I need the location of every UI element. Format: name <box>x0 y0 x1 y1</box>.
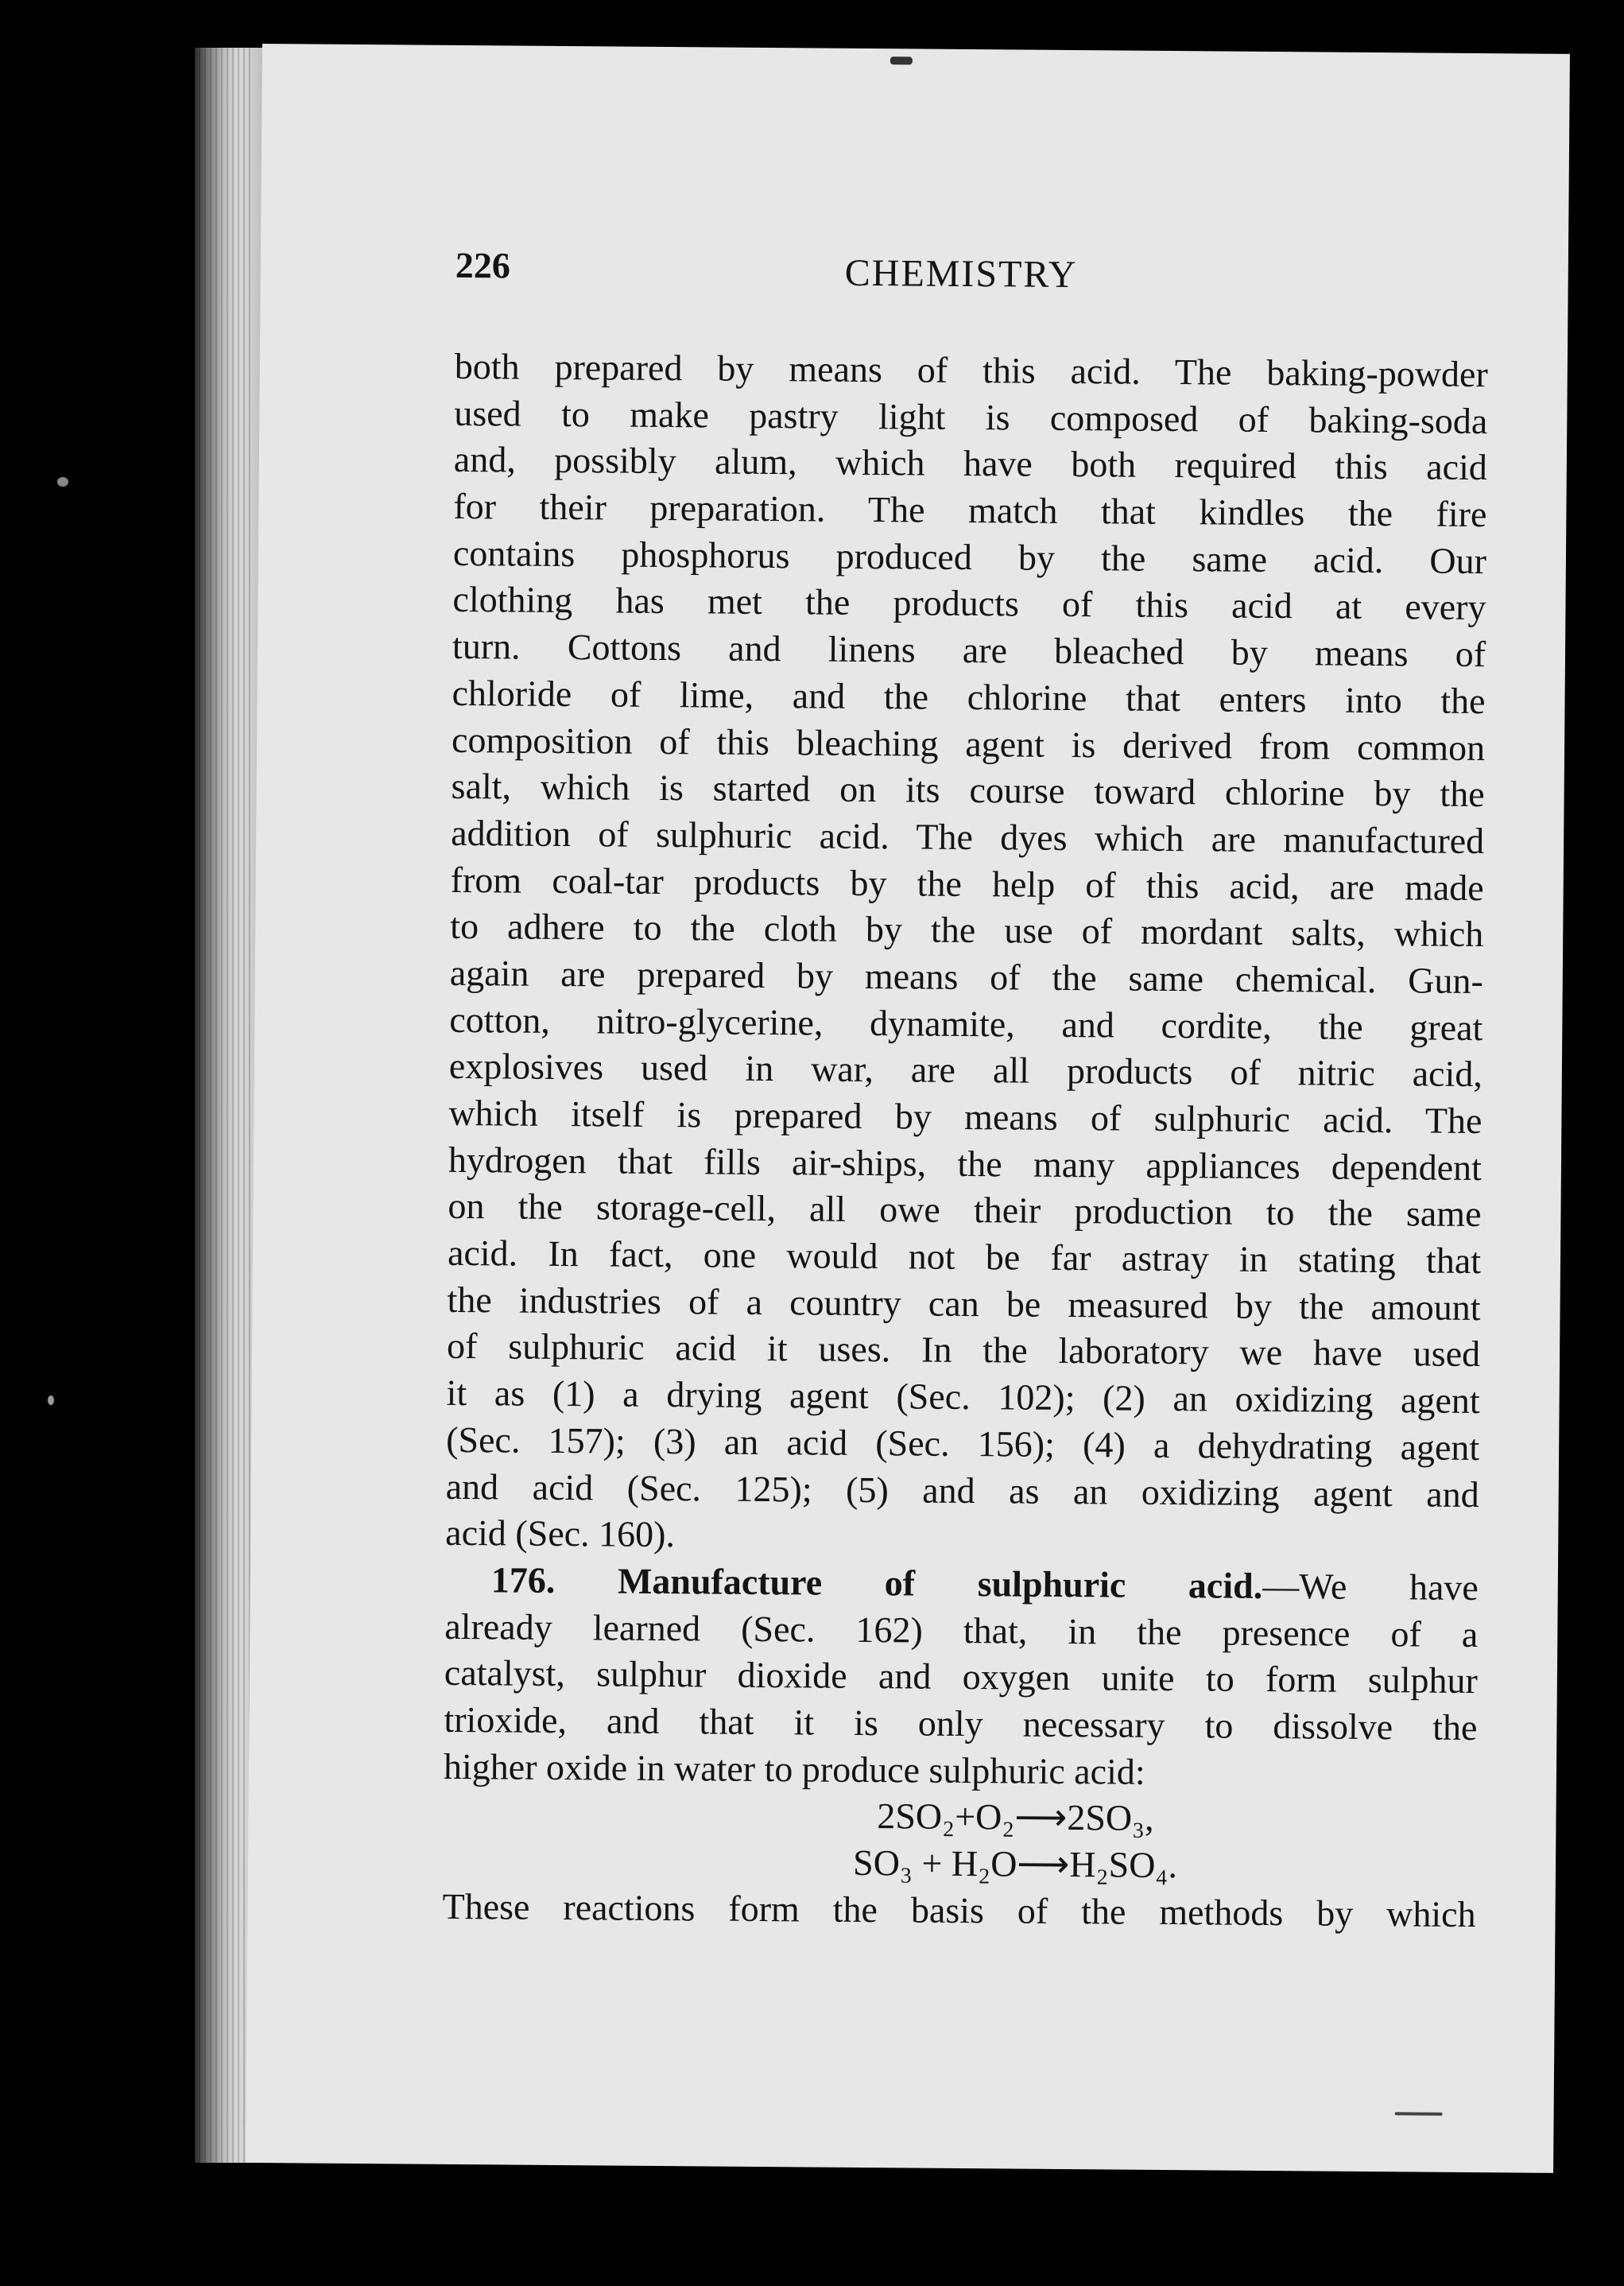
text-line: for their preparation. The match that kindles the fire <box>453 485 1487 535</box>
equation: SO₃ + H₂O⟶H₂SO₄. <box>852 1842 1178 1886</box>
text-line: both prepared by means of this acid. The baking-powder <box>454 345 1488 395</box>
text-line: on the storage-cell, all owe their production to the same <box>448 1186 1482 1235</box>
book-page <box>246 44 1570 2173</box>
text-line: cotton, nitro-glycerine, dynamite, and cordite, the great <box>449 999 1483 1048</box>
text-line: hydrogen that fills air-ships, the many appliances dependent <box>448 1139 1483 1188</box>
text-line: contains phosphorus produced by the same acid. Our <box>452 532 1487 581</box>
text-line: again are prepared by means of the same chemical. Gun- <box>449 952 1483 1002</box>
text-line: higher oxide in water to produce sulphuric acid: <box>443 1745 1145 1792</box>
text-line: of sulphuric acid it uses. In the laboratory we have used <box>446 1325 1481 1375</box>
speck <box>1395 2112 1443 2115</box>
page-body <box>442 343 1488 1939</box>
speck <box>890 56 913 64</box>
text-line: acid. In fact, one would not be far astray in stating that <box>447 1232 1482 1282</box>
text-line: to adhere to the cloth by the use of mordant salts, which <box>450 906 1484 955</box>
section-heading-line <box>445 1557 1479 1612</box>
text-line: from coal-tar products by the help of this acid, are made <box>450 859 1484 908</box>
running-head: CHEMISTRY <box>844 251 1078 297</box>
text-line: already learned (Sec. 162) that, in the presence of a <box>444 1605 1479 1655</box>
text-line: it as (1) a drying agent (Sec. 102); (2) an oxidizing agent <box>446 1372 1480 1422</box>
page-header <box>260 243 1568 332</box>
text-line: acid (Sec. 160). <box>445 1512 676 1555</box>
page-number: 226 <box>455 244 511 286</box>
text-line: which itself is prepared by means of sulphuric acid. The <box>448 1092 1483 1142</box>
speck <box>57 477 68 487</box>
chemical-equations <box>443 1790 1477 1892</box>
text-line: These reactions form the basis of the methods by which <box>442 1885 1476 1935</box>
text-line: salt, which is started on its course toward chlorine by the <box>451 766 1485 815</box>
section-heading-continuation: —We have <box>1262 1565 1479 1608</box>
text-line: explosives used in war, are all products of nitric acid, <box>448 1046 1483 1095</box>
text-line: trioxide, and that it is only necessary to dissolve the <box>444 1698 1478 1748</box>
text-line: the industries of a country can be measured by the amount <box>447 1279 1481 1328</box>
text-line: addition of sulphuric acid. The dyes which are manufactured <box>451 812 1485 861</box>
text-line: (Sec. 157); (3) an acid (Sec. 156); (4) a dehydrating agent <box>446 1419 1480 1468</box>
text-line: turn. Cottons and linens are bleached by means of <box>452 626 1486 675</box>
text-line: and, possibly alum, which have both required this acid <box>453 439 1488 488</box>
equation: 2SO₂+O₂⟶2SO₃, <box>877 1795 1154 1839</box>
speck <box>48 1395 54 1405</box>
section-heading: 176. Manufacture of sulphuric acid. <box>490 1559 1263 1606</box>
text-line: composition of this bleaching agent is derived from common <box>451 719 1486 768</box>
text-line: chloride of lime, and the chlorine that enters into the <box>452 672 1486 721</box>
text-line: clothing has met the products of this acid at every <box>452 579 1486 628</box>
text-line: used to make pastry light is composed of baking-soda <box>454 392 1488 441</box>
text-line: catalyst, sulphur dioxide and oxygen unite to form sulphur <box>444 1652 1479 1702</box>
binding-shadow <box>199 48 254 2163</box>
text-line: and acid (Sec. 125); (5) and as an oxidizing agent and <box>445 1465 1479 1515</box>
